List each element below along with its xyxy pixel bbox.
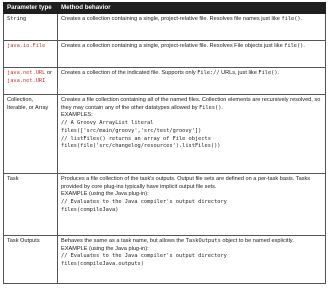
code-inline: TaskOutputs — [185, 238, 221, 244]
example-label: EXAMPLE (using the Java plug-in): — [61, 245, 149, 252]
param-type-java-io-file: java.io.File — [7, 43, 46, 49]
param-type-java-net-url: java.net.URL — [7, 70, 46, 76]
example-label: EXAMPLE (using the Java plug-in): — [61, 191, 149, 198]
behavior-text-end: . — [277, 70, 280, 76]
code-inline: file() — [284, 43, 304, 49]
param-type-collection: Collection, Iterable, or Array — [7, 97, 49, 111]
param-type-or: or — [45, 70, 52, 76]
table-row — [4, 236, 326, 284]
code-line: // A Groovy ArrayList literal — [61, 120, 154, 127]
code-line: // Evaluates to the Java compiler's output directory — [61, 253, 227, 260]
behavior-text-end: . — [303, 43, 305, 49]
param-type-cell — [4, 236, 58, 284]
code-line: files(file('src/changelog/resources').listFiles()) — [61, 143, 221, 150]
behavior-text: Creates a file collection containing all of the named files. Collection elements are recursively resolved, so they may contain any of the other datatypes allowed by — [61, 97, 321, 111]
header-parameter-type: Parameter type — [4, 3, 58, 14]
method-behavior-cell — [58, 174, 326, 236]
behavior-text: Creates a collection containing a single, project-relative file. Resolves file names just like — [61, 16, 282, 22]
code-inline: File() — [258, 70, 278, 76]
method-behavior-cell — [58, 68, 326, 95]
behavior-text-mid: URLs, just like — [219, 70, 259, 76]
param-type-cell — [4, 95, 58, 174]
param-type-string: String — [7, 16, 27, 22]
code-inline: Files() — [199, 104, 222, 111]
behavior-text: Creates a collection of the indicated file. Supports only — [61, 70, 198, 76]
table-row — [4, 68, 326, 95]
code-line: // Evaluates to the Java compiler's output directory — [61, 199, 227, 206]
code-inline: File:// — [197, 70, 220, 76]
param-type-task-outputs: Task Outputs — [7, 238, 40, 244]
param-type-task: Task — [7, 176, 19, 182]
param-type-cell — [4, 174, 58, 236]
method-behavior-cell — [58, 14, 326, 41]
table-row — [4, 95, 326, 174]
behavior-text: Behaves the same as a task name, but allows the — [61, 238, 186, 244]
method-behavior-cell — [58, 41, 326, 68]
code-line: files(compileJava) — [61, 206, 119, 213]
code-line: files(compileJava.outputs) — [61, 261, 144, 268]
code-line: // listFiles() returns an array of File objects — [61, 135, 211, 142]
examples-label: EXAMPLES: — [61, 112, 93, 119]
behavior-text-end: . — [300, 16, 303, 22]
param-type-cell — [4, 41, 58, 68]
param-type-cell — [4, 68, 58, 95]
method-behavior-cell — [58, 95, 326, 174]
behavior-text-end: . — [221, 104, 223, 111]
table-row — [4, 41, 326, 68]
behavior-text-end: object to be named explicitly. — [220, 238, 294, 244]
table-header — [4, 3, 326, 14]
behavior-text: Creates a collection containing a single, project-relative file. Resolves File objects just like — [61, 43, 285, 49]
param-type-java-net-uri: java.net.URI — [7, 77, 46, 84]
header-method-behavior: Method behavior — [58, 3, 326, 14]
parameter-table — [3, 2, 326, 284]
code-line: files(['src/main/groovy','src/test/groovy']) — [61, 127, 202, 134]
table-row — [4, 174, 326, 236]
code-inline: file() — [281, 16, 301, 22]
behavior-text: Produces a file collection of the task's outputs. Output file sets are defined on a per-task basis. Tasks provided by core plug-ins typically have implicit output file sets. — [61, 176, 311, 190]
header-row — [4, 3, 326, 14]
method-behavior-cell — [58, 236, 326, 284]
param-type-cell — [4, 14, 58, 41]
table-row — [4, 14, 326, 41]
